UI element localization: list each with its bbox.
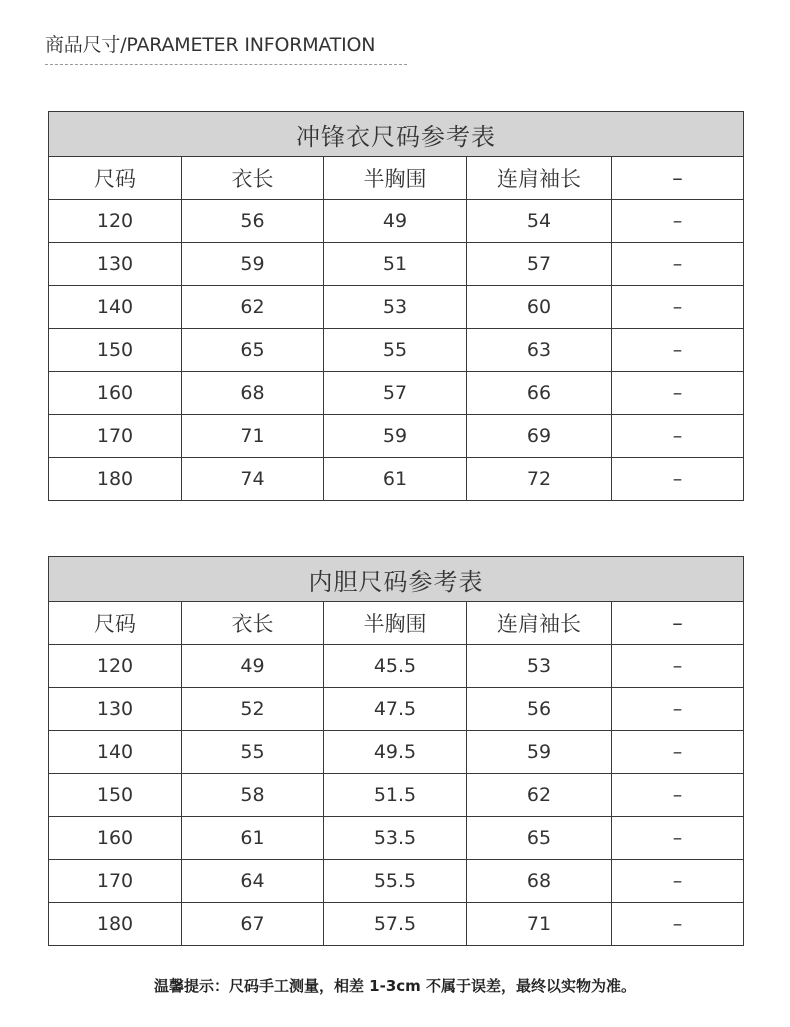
table-row <box>49 243 744 286</box>
cell-half-chest: 55.5 <box>324 860 467 903</box>
column-header-length: 衣长 <box>182 157 324 200</box>
table-row <box>49 731 744 774</box>
column-header-dash: – <box>612 157 744 200</box>
cell-sleeve-length: 66 <box>467 372 612 415</box>
cell-sleeve-length: 57 <box>467 243 612 286</box>
cell-sleeve-length: 71 <box>467 903 612 946</box>
footer-note: 温馨提示：尺码手工测量，相差 1-3cm 不属于误差，最终以实物为准。 <box>153 977 637 995</box>
cell-length: 56 <box>182 200 324 243</box>
cell-length: 71 <box>182 415 324 458</box>
page-title: 商品尺寸/PARAMETER INFORMATION <box>45 34 376 56</box>
column-header-size: 尺码 <box>49 602 182 645</box>
cell-length: 65 <box>182 329 324 372</box>
table-row <box>49 458 744 501</box>
table-row <box>49 329 744 372</box>
cell-size: 160 <box>49 372 182 415</box>
cell-size: 140 <box>49 731 182 774</box>
cell-half-chest: 45.5 <box>324 645 467 688</box>
column-header-sleeve-length: 连肩袖长 <box>467 602 612 645</box>
cell-sleeve-length: 65 <box>467 817 612 860</box>
cell-half-chest: 55 <box>324 329 467 372</box>
cell-size: 150 <box>49 774 182 817</box>
cell-size: 180 <box>49 903 182 946</box>
cell-length: 61 <box>182 817 324 860</box>
cell-dash: – <box>612 731 744 774</box>
column-header-size: 尺码 <box>49 157 182 200</box>
table-row <box>49 688 744 731</box>
column-header-length: 衣长 <box>182 602 324 645</box>
cell-half-chest: 59 <box>324 415 467 458</box>
cell-dash: – <box>612 817 744 860</box>
table-caption-row <box>49 557 744 602</box>
cell-sleeve-length: 59 <box>467 731 612 774</box>
cell-size: 120 <box>49 200 182 243</box>
cell-size: 170 <box>49 415 182 458</box>
liner-size-table <box>48 556 744 946</box>
page-header <box>45 30 407 65</box>
cell-dash: – <box>612 243 744 286</box>
cell-length: 49 <box>182 645 324 688</box>
cell-size: 140 <box>49 286 182 329</box>
cell-half-chest: 47.5 <box>324 688 467 731</box>
table-header-row <box>49 157 744 200</box>
cell-size: 130 <box>49 243 182 286</box>
cell-half-chest: 57.5 <box>324 903 467 946</box>
cell-half-chest: 49.5 <box>324 731 467 774</box>
table-caption: 内胆尺码参考表 <box>49 557 744 602</box>
column-header-half-chest: 半胸围 <box>324 157 467 200</box>
cell-half-chest: 51 <box>324 243 467 286</box>
cell-dash: – <box>612 458 744 501</box>
table-row <box>49 286 744 329</box>
table-header-row <box>49 602 744 645</box>
table-row <box>49 645 744 688</box>
cell-sleeve-length: 62 <box>467 774 612 817</box>
cell-dash: – <box>612 415 744 458</box>
table-row <box>49 415 744 458</box>
cell-length: 68 <box>182 372 324 415</box>
table-row <box>49 200 744 243</box>
cell-size: 150 <box>49 329 182 372</box>
table-caption: 冲锋衣尺码参考表 <box>49 112 744 157</box>
cell-sleeve-length: 56 <box>467 688 612 731</box>
cell-half-chest: 51.5 <box>324 774 467 817</box>
table-caption-row <box>49 112 744 157</box>
cell-length: 74 <box>182 458 324 501</box>
cell-dash: – <box>612 774 744 817</box>
table-row <box>49 372 744 415</box>
cell-length: 52 <box>182 688 324 731</box>
cell-length: 64 <box>182 860 324 903</box>
cell-half-chest: 57 <box>324 372 467 415</box>
cell-dash: – <box>612 200 744 243</box>
cell-half-chest: 49 <box>324 200 467 243</box>
cell-dash: – <box>612 903 744 946</box>
cell-sleeve-length: 72 <box>467 458 612 501</box>
table-row <box>49 817 744 860</box>
cell-half-chest: 61 <box>324 458 467 501</box>
cell-sleeve-length: 54 <box>467 200 612 243</box>
cell-dash: – <box>612 860 744 903</box>
cell-size: 160 <box>49 817 182 860</box>
cell-dash: – <box>612 688 744 731</box>
cell-half-chest: 53 <box>324 286 467 329</box>
cell-length: 62 <box>182 286 324 329</box>
column-header-half-chest: 半胸围 <box>324 602 467 645</box>
cell-dash: – <box>612 329 744 372</box>
cell-length: 55 <box>182 731 324 774</box>
cell-length: 59 <box>182 243 324 286</box>
cell-sleeve-length: 68 <box>467 860 612 903</box>
column-header-dash: – <box>612 602 744 645</box>
table-row <box>49 903 744 946</box>
table-row <box>49 860 744 903</box>
cell-size: 170 <box>49 860 182 903</box>
cell-length: 67 <box>182 903 324 946</box>
cell-length: 58 <box>182 774 324 817</box>
cell-sleeve-length: 63 <box>467 329 612 372</box>
cell-dash: – <box>612 286 744 329</box>
cell-sleeve-length: 60 <box>467 286 612 329</box>
cell-sleeve-length: 53 <box>467 645 612 688</box>
cell-size: 120 <box>49 645 182 688</box>
cell-size: 180 <box>49 458 182 501</box>
jacket-size-table <box>48 111 744 501</box>
table-row <box>49 774 744 817</box>
column-header-sleeve-length: 连肩袖长 <box>467 157 612 200</box>
cell-dash: – <box>612 645 744 688</box>
cell-half-chest: 53.5 <box>324 817 467 860</box>
cell-dash: – <box>612 372 744 415</box>
cell-sleeve-length: 69 <box>467 415 612 458</box>
cell-size: 130 <box>49 688 182 731</box>
